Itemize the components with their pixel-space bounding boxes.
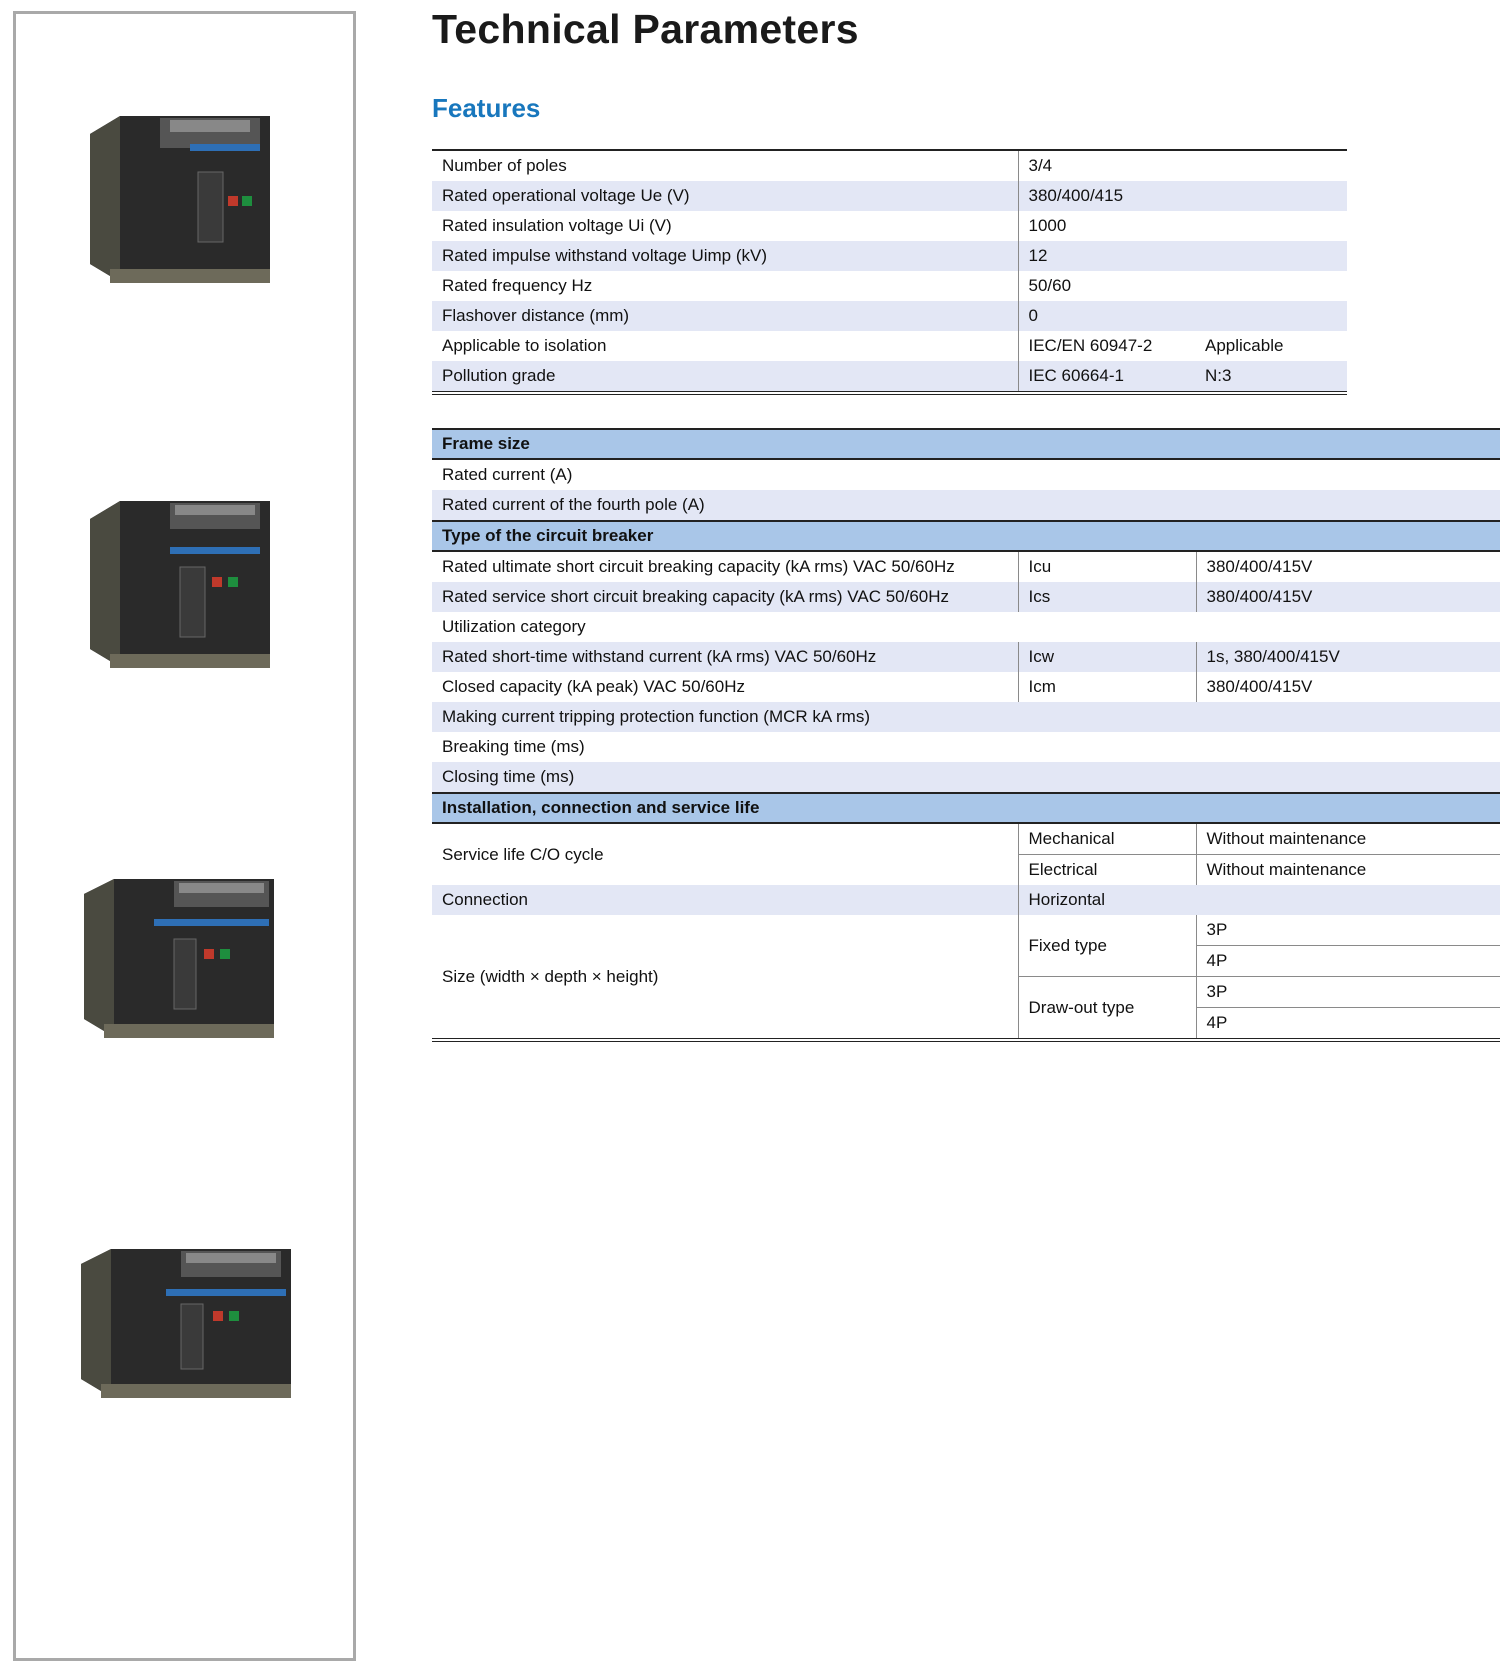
table-row: [432, 551, 1500, 582]
circuit-breaker-image: [80, 104, 280, 294]
feature-label: Pollution grade: [432, 361, 1018, 393]
table-row: [432, 181, 1347, 211]
feature-label: Flashover distance (mm): [432, 301, 1018, 331]
feature-value: 380/400/415: [1018, 181, 1195, 211]
icu-symbol: Icu: [1018, 551, 1196, 582]
icm-value: 380/400/415V: [1196, 672, 1500, 702]
features-table: [432, 149, 1347, 395]
feature-extra: Applicable: [1205, 336, 1284, 355]
feature-extra: [1195, 271, 1347, 301]
drawout-type-label: Draw-out type: [1018, 977, 1196, 1041]
fixed-type-label: Fixed type: [1018, 915, 1196, 977]
utilization-label: Utilization category: [442, 617, 586, 636]
section-title-features: Features: [432, 93, 541, 123]
feature-value: 3/4: [1018, 150, 1195, 181]
feature-value: 0: [1018, 301, 1195, 331]
feature-label: Applicable to isolation: [442, 336, 607, 355]
table-row: [432, 150, 1347, 181]
circuit-breaker-image: [74, 869, 284, 1049]
size-label: Size (width × depth × height): [442, 966, 659, 986]
type-header: Type of the circuit breaker: [432, 521, 1500, 551]
install-header: Installation, connection and service life: [432, 793, 1500, 823]
fixed-4p-label: 4P: [1196, 946, 1500, 977]
icw-value: 1s, 380/400/415V: [1196, 642, 1500, 672]
icu-label: Rated ultimate short circuit breaking capacity (kA rms) VAC 50/60Hz: [442, 557, 955, 576]
mechanical-label: Mechanical: [1018, 823, 1196, 855]
product-image-4: [71, 1239, 301, 1409]
feature-value: IEC/EN 60947-2: [1018, 331, 1195, 361]
table-header-row: [432, 793, 1500, 823]
product-image-3: [74, 869, 284, 1049]
table-row: [432, 642, 1500, 672]
drawout-3p-label: 3P: [1196, 977, 1500, 1008]
table-row: [432, 732, 1500, 762]
table-row: [432, 490, 1500, 521]
feature-extra: [1195, 150, 1347, 181]
feature-value: 1000: [1018, 211, 1195, 241]
feature-extra: [1195, 211, 1347, 241]
drawout-4p-label: 4P: [1196, 1008, 1500, 1041]
feature-label: Rated impulse withstand voltage Uimp (kV): [432, 241, 1018, 271]
table-row: [432, 702, 1500, 732]
breaking-time-label: Breaking time (ms): [442, 737, 585, 756]
table-row: [432, 271, 1347, 301]
icw-label: Rated short-time withstand current (kA rms) VAC 50/60Hz: [432, 642, 1018, 672]
table-row: [432, 915, 1500, 946]
product-image-panel: [13, 11, 356, 1661]
circuit-breaker-image: [71, 1239, 301, 1409]
table-row: [432, 211, 1347, 241]
ics-symbol: Ics: [1018, 582, 1196, 612]
feature-extra: [1195, 301, 1347, 331]
icw-symbol: Icw: [1018, 642, 1196, 672]
page-title: Technical Parameters: [432, 6, 859, 52]
table-row: [432, 885, 1500, 915]
specs-table: [432, 428, 1500, 1042]
feature-value: 50/60: [1018, 271, 1195, 301]
table-row: [432, 459, 1500, 490]
connection-label: Connection: [432, 885, 1018, 915]
rated-current-label: Rated current (A): [442, 465, 573, 484]
rated-current-fourth-label: Rated current of the fourth pole (A): [432, 490, 1500, 521]
product-image-1: [80, 104, 280, 294]
ics-label: Rated service short circuit breaking capacity (kA rms) VAC 50/60Hz: [432, 582, 1018, 612]
table-header-row: [432, 429, 1500, 459]
table-row: [432, 331, 1347, 361]
icm-label: Closed capacity (kA peak) VAC 50/60Hz: [442, 677, 745, 696]
closing-time-label: Closing time (ms): [432, 762, 1500, 793]
table-header-row: [432, 521, 1500, 551]
fixed-3p-label: 3P: [1196, 915, 1500, 946]
electrical-value: Without maintenance: [1196, 855, 1500, 886]
frame-size-header: Frame size: [432, 429, 1500, 459]
mcr-label: Making current tripping protection function (MCR kA rms): [432, 702, 1500, 732]
electrical-label: Electrical: [1018, 855, 1196, 886]
circuit-breaker-image: [80, 489, 280, 679]
table-row: [432, 361, 1347, 393]
connection-value: Horizontal: [1018, 885, 1500, 915]
table-row: [432, 672, 1500, 702]
feature-extra: [1195, 241, 1347, 271]
table-row: [432, 582, 1500, 612]
feature-value: IEC 60664-1: [1018, 361, 1195, 393]
feature-label: Rated operational voltage Ue (V): [432, 181, 1018, 211]
table-row: [432, 301, 1347, 331]
table-row: [432, 612, 1500, 642]
feature-extra: [1195, 181, 1347, 211]
feature-value: 12: [1018, 241, 1195, 271]
feature-label: Number of poles: [442, 156, 567, 175]
icm-symbol: Icm: [1018, 672, 1196, 702]
icu-value: 380/400/415V: [1196, 551, 1500, 582]
service-life-label: Service life C/O cycle: [442, 844, 604, 864]
feature-label: Rated insulation voltage Ui (V): [442, 216, 672, 235]
product-image-2: [80, 489, 280, 679]
table-row: [432, 823, 1500, 855]
table-row: [432, 241, 1347, 271]
feature-label: Rated frequency Hz: [442, 276, 593, 295]
feature-extra: N:3: [1195, 361, 1347, 393]
table-row: [432, 762, 1500, 793]
ics-value: 380/400/415V: [1196, 582, 1500, 612]
mechanical-value: Without maintenance: [1196, 823, 1500, 855]
